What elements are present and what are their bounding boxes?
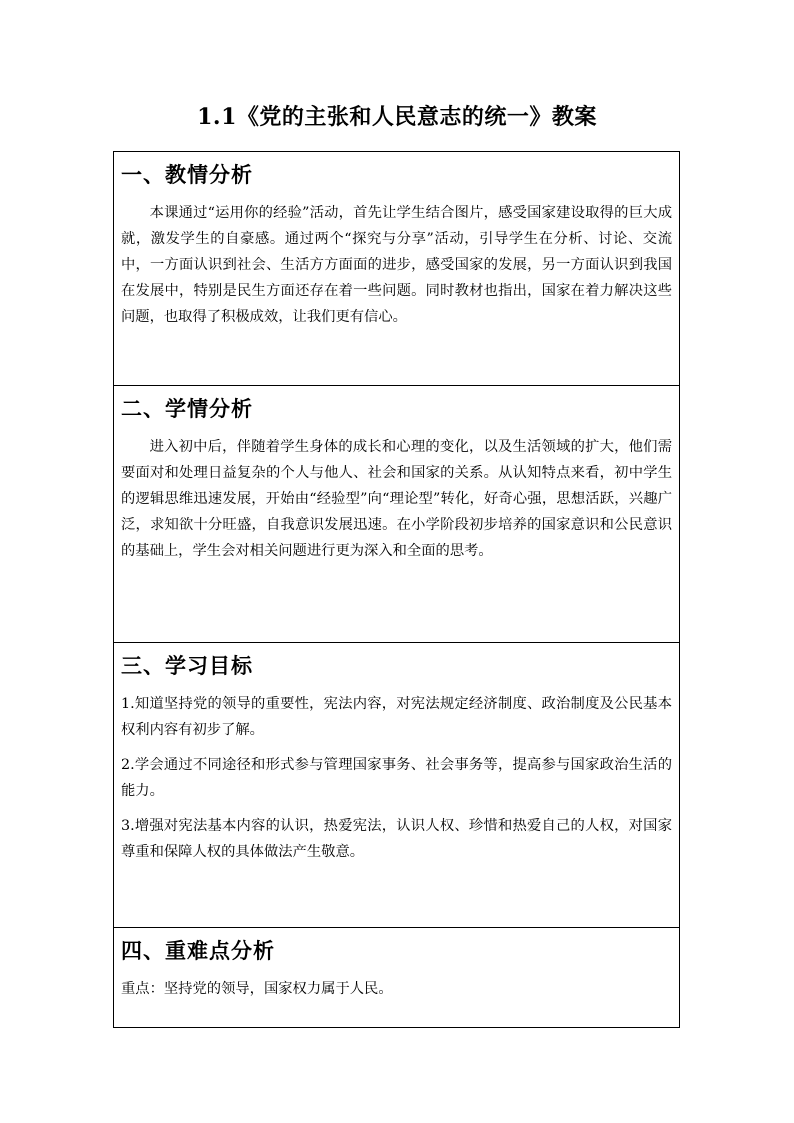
section-heading: 三、学习目标 — [121, 653, 253, 678]
objective-item: 1.知道坚持党的领导的重要性，宪法内容，对宪法规定经济制度、政治制度及公民基本权利内容有初步了解。 — [121, 696, 672, 738]
section-learning-objectives — [114, 651, 679, 928]
section-heading: 一、教情分析 — [121, 162, 253, 187]
section-key-points — [114, 936, 679, 1027]
section-teaching-analysis — [114, 160, 679, 386]
document-title: 1.1《党的主张和人民意志的统一》教案 — [197, 104, 597, 130]
objectives-list — [121, 691, 672, 865]
lesson-plan-table — [113, 151, 680, 1028]
section-paragraph: 本课通过“运用你的经验”活动，首先让学生结合图片，感受国家建设取得的巨大成就，激发学生的自豪感。通过两个“探究与分享”活动，引导学生在分析、讨论、交流中，一方面认识到社会、生活方方面面的进步，感受国家的发展，另一方面认识到我国在发展中，特别是民生方面还存在着一些问题。同时教材也指出，国家在着力解决这些问题，也取得了积极成效，让我们更有信心。 — [121, 205, 672, 325]
section-heading: 二、学情分析 — [121, 396, 253, 421]
key-point-text: 重点：坚持党的领导，国家权力属于人民。 — [121, 981, 393, 997]
objective-item: 3.增强对宪法基本内容的认识，热爱宪法，认识人权、珍惜和热爱自己的人权，对国家尊重和保障人权的具体做法产生敬意。 — [121, 818, 672, 860]
section-student-analysis — [114, 394, 679, 643]
section-paragraph: 进入初中后，伴随着学生身体的成长和心理的变化，以及生活领域的扩大，他们需要面对和处理日益复杂的个人与他人、社会和国家的关系。从认知特点来看，初中学生的逻辑思维迅速发展，开始由“经验型”向“理论型”转化，好奇心强，思想活跃，兴趣广泛，求知欲十分旺盛，自我意识发展迅速。在小学阶段初步培养的国家意识和公民意识的基础上，学生会对相关问题进行更为深入和全面的思考。 — [121, 439, 672, 559]
objective-item: 2.学会通过不同途径和形式参与管理国家事务、社会事务等，提高参与国家政治生活的能力。 — [121, 757, 672, 799]
section-heading: 四、重难点分析 — [121, 938, 275, 963]
